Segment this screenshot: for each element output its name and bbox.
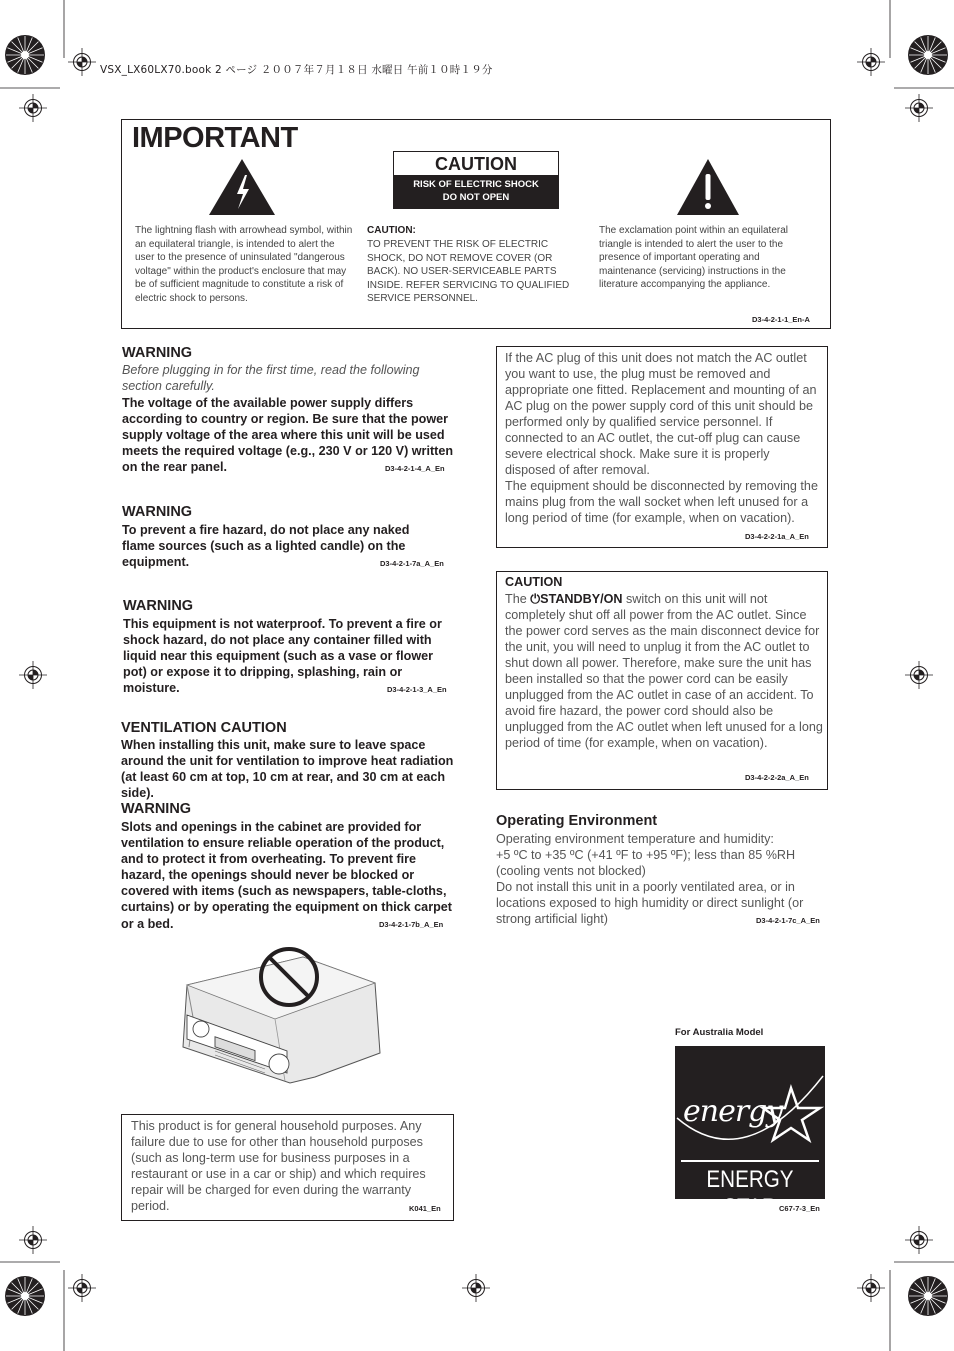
- env-line: Operating environment temperature and humidity:: [496, 832, 774, 846]
- standby-caution-text: The ⏻STANDBY/ON switch on this unit will not completely shut off all power from the AC outlet. Since the power cord serves as the main disconnect device for the unit, you will need to unplug it from the AC outlet to shut down all power. Therefore, make sure the unit has been installed so that the power cord can be easily unplugged from the AC outlet in case of an accident. To avoid fire hazard, the power cord should also be unplugged from the AC outlet when left unused for a long period of time (for example, when on vacation).: [505, 592, 823, 750]
- ref-code: D3-4-2-1-7b_A_En: [379, 920, 444, 929]
- ventilation-heading: VENTILATION CAUTION: [121, 720, 287, 736]
- water-warning: This equipment is not waterproof. To prevent a fire or shock hazard, do not place any container filled with liquid near this equipment (such as a vase or flower pot) or expose it to dripping, splashing, rain or moisture.: [123, 617, 442, 696]
- warning-intro: Before plugging in for the first time, read the following section carefully.: [122, 363, 420, 394]
- ref-code: D3-4-2-2-2a_A_En: [745, 773, 809, 782]
- energy-star-divider: [681, 1160, 819, 1162]
- openings-warning: Slots and openings in the cabinet are provided for ventilation to ensure reliable operation of the product, and to protect it from overheating. To prevent fire hazard, the openings should never be blocked or covered with items (such as newspapers, table-cloths, curtains) or by operating the equipment on thick carpet or a bed.: [121, 820, 452, 931]
- ventilation-text: When installing this unit, make sure to leave space around the unit for ventilation to improve heat radiation (at least 60 cm at top, 10 cm at rear, and 30 cm at each side).: [121, 738, 454, 801]
- lightning-explanation: The lightning flash with arrowhead symbol, within an equilateral triangle, is intended to alert the user to the presence of uninsulated "dangerous voltage" within the product's enclosure that may be of sufficient magnitude to constitute a risk of electric shock to persons.: [135, 225, 353, 304]
- disconnect-text: The equipment should be disconnected by removing the mains plug from the wall socket when left unused for a long period of time (for example, when on vacation).: [505, 479, 818, 525]
- voltage-warning: The voltage of the available power supply differs according to country or region. Be sure that the power supply voltage of the area where this unit will be used meets the required voltage (e.g., 230 V or 120 V) written on the rear panel.: [122, 396, 454, 475]
- env-line: +5 ºC to +35 ºC (+41 ºF to +95 ºF); less than 85 %RH (cooling vents not blocked): [496, 848, 796, 878]
- ref-code: D3-4-2-2-1a_A_En: [745, 532, 809, 541]
- warning-heading: WARNING: [123, 598, 194, 614]
- household-notice-text: This product is for general household purposes. Any failure due to use for other than household purposes (such as long-term use for business purposes in a restaurant or use in a car or ship) and which requires repair will be charged for even during the warranty period.: [131, 1119, 426, 1213]
- caution-heading: CAUTION:: [367, 225, 416, 236]
- caution-label: [393, 151, 559, 209]
- ac-plug-text: If the AC plug of this unit does not match the AC outlet you want to use, the plug must be removed and appropriate one fitted. Replacement and mounting of an AC plug on the power supply cord of this unit should be performed only by qualified service personnel. If connected to an AC outlet, the cut-off plug can cause severe electrical shock. Make sure it is properly disposed of after removal.: [505, 351, 817, 477]
- caution-label-title: CAUTION: [435, 154, 517, 174]
- australia-caption: For Australia Model: [675, 1027, 764, 1038]
- caution-text: TO PREVENT THE RISK OF ELECTRIC SHOCK, DO NOT REMOVE COVER (OR BACK). NO USER-SERVICEABLE PARTS INSIDE. REFER SERVICING TO QUALIFIED SERVICE PERSONNEL.: [367, 239, 570, 305]
- fire-warning: To prevent a fire hazard, do not place any naked flame sources (such as a lighted candle) on the equipment.: [122, 523, 410, 570]
- covered-receiver-illustration: [175, 943, 395, 1083]
- ref-code: D3-4-2-1-7a_A_En: [380, 559, 444, 568]
- ref-code: D3-4-2-1-1_En-A: [752, 315, 810, 324]
- exclamation-explanation: The exclamation point within an equilateral triangle is intended to alert the user to the presence of important operating and maintenance (servicing) instructions in the literature accompanying the appliance.: [599, 225, 788, 291]
- caution-label-sub: RISK OF ELECTRIC SHOCK DO NOT OPEN: [394, 175, 558, 208]
- warning-heading: WARNING: [122, 504, 193, 520]
- ref-code: D3-4-2-1-7c_A_En: [756, 916, 820, 925]
- ref-code: C67-7-3_En: [779, 1204, 820, 1213]
- standby-caution-heading: CAUTION: [505, 575, 563, 589]
- standby-switch-label: STANDBY/ON: [540, 592, 623, 606]
- file-header: VSX_LX60LX70.book 2 ページ ２００７年７月１８日 水曜日 午前１０時１９分: [100, 64, 493, 76]
- energy-script: energy: [683, 1094, 783, 1129]
- warning-heading: WARNING: [121, 801, 192, 817]
- ref-code: K041_En: [409, 1204, 441, 1213]
- operating-environment-heading: Operating Environment: [496, 813, 658, 829]
- exclamation-warning-icon: [675, 157, 741, 217]
- env-line: Do not install this unit in a poorly ventilated area, or in locations exposed to high humidity or direct sunlight (or strong artificial light): [496, 880, 804, 926]
- ref-code: D3-4-2-1-3_A_En: [387, 685, 447, 694]
- power-icon: ⏻: [530, 592, 541, 606]
- warning-heading: WARNING: [122, 345, 193, 361]
- energy-star-wordmark: ENERGY STAR: [706, 1166, 794, 1221]
- lightning-warning-icon: [207, 157, 277, 217]
- important-title: IMPORTANT: [132, 122, 298, 154]
- ref-code: D3-4-2-1-4_A_En: [385, 464, 445, 473]
